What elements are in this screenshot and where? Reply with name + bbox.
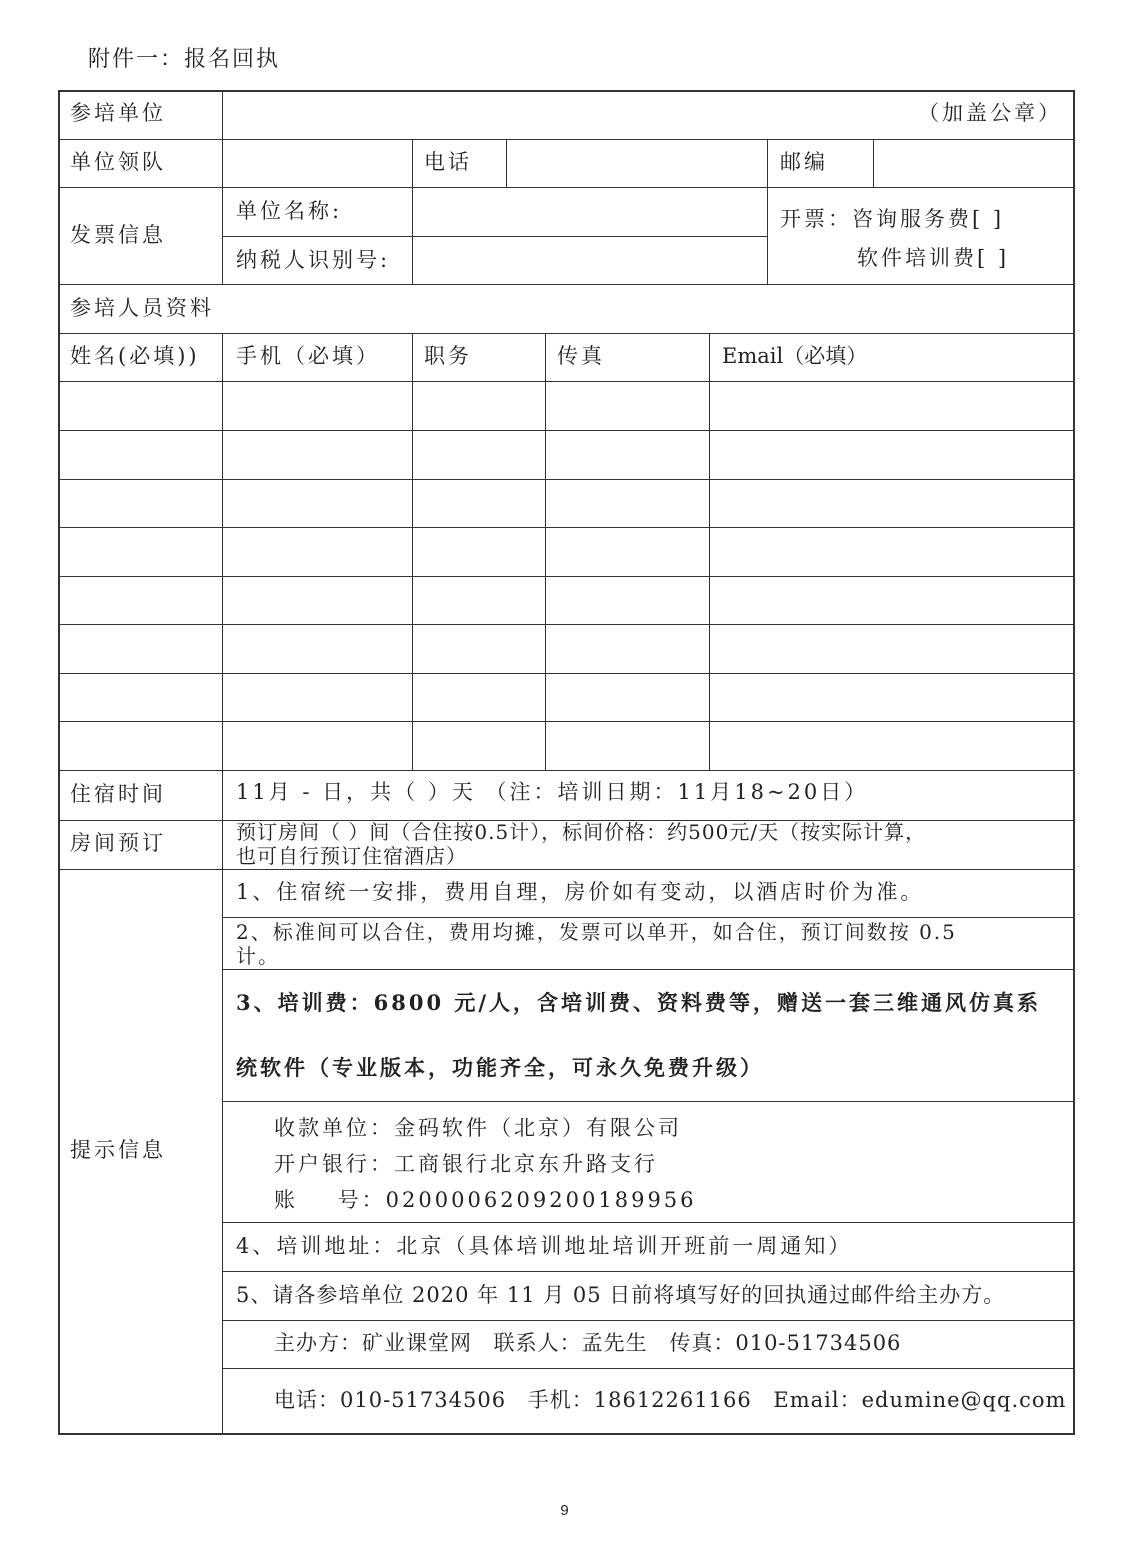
leader-field[interactable] (224, 141, 411, 186)
bank: 开户银行：工商银行北京东升路支行 (274, 1152, 658, 1176)
rule (412, 139, 413, 285)
org-label: 参培单位 (70, 101, 166, 125)
rule (58, 284, 1075, 285)
attendee-fax-field[interactable] (547, 625, 709, 671)
note-4: 4、培训地址：北京（具体培训地址培训开班前一周通知） (236, 1234, 853, 1258)
leader-label: 单位领队 (70, 150, 166, 174)
column-header-email: Email（必填） (722, 344, 868, 368)
attendee-position-field[interactable] (414, 382, 545, 428)
rule (222, 969, 1075, 970)
rule (222, 90, 223, 285)
phone-field[interactable] (508, 141, 766, 186)
room-label: 房间预订 (70, 831, 166, 855)
postcode-field[interactable] (875, 141, 1072, 186)
attendee-email-field[interactable] (711, 528, 1073, 574)
rule (222, 333, 223, 1435)
rule (506, 139, 507, 187)
note-1: 1、住宿统一安排，费用自理，房价如有变动，以酒店时价为准。 (236, 880, 925, 904)
taxpayer-id-field[interactable] (414, 238, 766, 283)
rule (222, 1101, 1075, 1102)
column-header-fax: 传真 (557, 344, 605, 368)
company-name-field[interactable] (414, 189, 766, 235)
attendee-name-field[interactable] (60, 674, 222, 720)
attendee-name-field[interactable] (60, 577, 222, 623)
attendee-position-field[interactable] (414, 674, 545, 720)
attendee-email-field[interactable] (711, 674, 1073, 720)
column-header-mobile: 手机（必填） (236, 344, 380, 368)
attendee-name-field[interactable] (60, 722, 222, 768)
attendee-mobile-field[interactable] (224, 722, 412, 768)
attendee-position-field[interactable] (414, 625, 545, 671)
column-header-name: 姓名(必填)) (70, 344, 200, 368)
attendee-fax-field[interactable] (547, 722, 709, 768)
attendee-name-field[interactable] (60, 382, 222, 428)
attachment-heading: 附件一：报名回执 (88, 47, 281, 72)
attendee-position-field[interactable] (414, 577, 545, 623)
taxpayer-id-label: 纳税人识别号: (236, 248, 391, 272)
rule (545, 333, 546, 770)
attendee-position-field[interactable] (414, 722, 545, 768)
column-header-position: 职务 (424, 344, 472, 368)
rule (873, 139, 874, 187)
attendee-email-field[interactable] (711, 480, 1073, 526)
attendee-fax-field[interactable] (547, 577, 709, 623)
attendee-position-field[interactable] (414, 480, 545, 526)
attendee-mobile-field[interactable] (224, 382, 412, 428)
organizer-line: 主办方：矿业课堂网 联系人：孟先生 传真：010-51734506 (274, 1331, 902, 1355)
note-2-line1: 2、标准间可以合住，费用均摊，发票可以单开，如合住，预订间数按 0.5 (236, 920, 957, 944)
attendee-email-field[interactable] (711, 382, 1073, 428)
invoice-type-software[interactable]: 软件培训费[ ] (857, 246, 1010, 270)
attendee-mobile-field[interactable] (224, 674, 412, 720)
attendee-fax-field[interactable] (547, 674, 709, 720)
rule (1073, 90, 1075, 1435)
stay-label: 住宿时间 (70, 782, 166, 806)
attendee-email-field[interactable] (711, 577, 1073, 623)
note-3-line2: 统软件（专业版本，功能齐全，可永久免费升级） (236, 1055, 764, 1080)
attendee-name-field[interactable] (60, 480, 222, 526)
attendee-email-field[interactable] (711, 431, 1073, 477)
attendee-fax-field[interactable] (547, 528, 709, 574)
rule (58, 139, 1075, 140)
room-value-line1[interactable]: 预订房间（ ）间（合住按0.5计），标间价格：约500元/天（按实际计算， (236, 820, 927, 844)
rule (58, 333, 1075, 334)
rule (58, 869, 1075, 870)
attendee-mobile-field[interactable] (224, 431, 412, 477)
note-2-line2: 计。 (236, 944, 280, 968)
rule (767, 139, 768, 285)
postcode-label: 邮编 (780, 150, 828, 174)
rule (222, 917, 1075, 918)
payee: 收款单位：金码软件（北京）有限公司 (274, 1116, 682, 1140)
note-5: 5、请各参培单位 2020 年 11 月 05 日前将填写好的回执通过邮件给主办方。 (236, 1283, 1006, 1307)
seal-note: （加盖公章） (918, 101, 1062, 125)
rule (709, 333, 710, 770)
company-name-label: 单位名称: (236, 199, 343, 223)
rule (58, 187, 1075, 188)
phone-label: 电话 (424, 150, 472, 174)
rule (412, 333, 413, 770)
rule (58, 770, 1075, 771)
page-number: 9 (560, 1502, 569, 1519)
attendee-fax-field[interactable] (547, 431, 709, 477)
rule (58, 1433, 1075, 1435)
rule (222, 1222, 1075, 1223)
attendee-fax-field[interactable] (547, 480, 709, 526)
attendee-name-field[interactable] (60, 625, 222, 671)
invoice-type-consulting[interactable]: 开票：咨询服务费[ ] (780, 207, 1005, 231)
rule (222, 1368, 1075, 1369)
invoice-label: 发票信息 (70, 223, 166, 247)
attendee-email-field[interactable] (711, 722, 1073, 768)
attendee-mobile-field[interactable] (224, 528, 412, 574)
stay-value[interactable]: 11月 - 日，共（ ）天 （注：培训日期：11月18~20日） (236, 780, 869, 804)
attendee-position-field[interactable] (414, 528, 545, 574)
rule (222, 1271, 1075, 1272)
attendee-email-field[interactable] (711, 625, 1073, 671)
room-value-line2: 也可自行预订住宿酒店） (236, 844, 467, 868)
attendee-section-label: 参培人员资料 (70, 296, 214, 320)
contact-line: 电话：010-51734506 手机：18612261166 Email：edumine@qq.com (274, 1388, 1067, 1412)
notes-label: 提示信息 (70, 1138, 166, 1162)
rule (222, 1320, 1075, 1321)
attendee-position-field[interactable] (414, 431, 545, 477)
attendee-name-field[interactable] (60, 528, 222, 574)
note-3-line1: 3、培训费：6800 元/人，含培训费、资料费等，赠送一套三维通风仿真系 (236, 990, 1042, 1015)
attendee-mobile-field[interactable] (224, 577, 412, 623)
attendee-name-field[interactable] (60, 431, 222, 477)
account: 账 号：0200006209200189956 (274, 1188, 697, 1212)
attendee-fax-field[interactable] (547, 382, 709, 428)
attendee-mobile-field[interactable] (224, 625, 412, 671)
attendee-mobile-field[interactable] (224, 480, 412, 526)
rule (222, 236, 767, 237)
